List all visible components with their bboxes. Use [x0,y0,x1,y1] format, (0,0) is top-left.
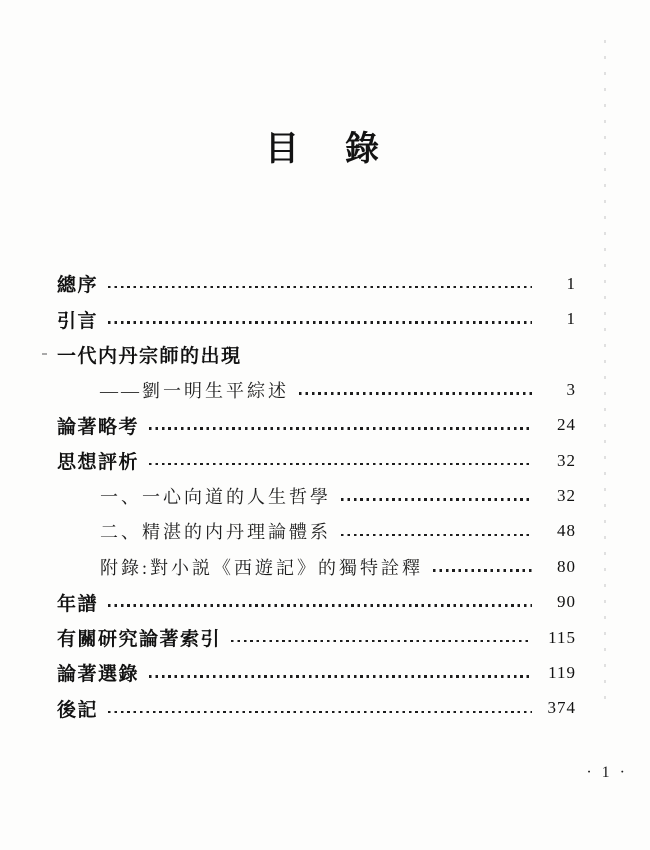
toc-entry-page: 48 [557,521,576,541]
dot-leader [341,498,532,501]
toc-entry [57,655,576,690]
toc-entry-page: 90 [557,592,576,612]
folio-page-number: · 1 · [586,764,628,781]
toc-entry-label: 思想評析 [57,452,140,474]
toc-entry-page: 24 [557,415,576,435]
toc-entry-label: 引言 [57,310,99,332]
dot-leader [108,711,532,714]
toc-entry [57,443,576,478]
toc-entry [57,372,576,407]
toc-entry-page: 374 [547,698,576,718]
dot-leader [341,534,532,537]
toc-entry [57,620,576,655]
toc-entry [57,301,576,336]
dot-leader [108,286,532,289]
dot-leader [433,569,532,572]
scan-edge-artifact [604,40,606,705]
toc-entry-page: 3 [566,379,576,399]
toc-entry-page: 32 [557,486,576,506]
page-title: 目 錄 [265,130,385,168]
toc-entry-page: 119 [548,662,576,682]
toc-entry-label: 附錄:對小説《西遊記》的獨特詮釋 [100,557,423,578]
dot-leader [149,675,532,678]
toc-entry-label: 論著略考 [57,416,140,438]
dot-leader [149,427,532,430]
toc-entry [57,478,576,513]
toc-entry-label: 後記 [57,699,99,721]
toc-entry-page: 1 [566,309,576,329]
toc-entry-label: 年譜 [57,593,99,615]
toc-entry [57,408,576,443]
toc-entry-label: 一、一心向道的人生哲學 [100,487,331,508]
toc-entry-label: 論著選錄 [57,664,140,686]
toc-entry-page: 1 [566,273,576,293]
toc-entry [57,585,576,620]
toc-entry-label: 總序 [57,275,99,297]
toc-entry-page: 32 [557,450,576,470]
toc-entry-label: 二、精湛的内丹理論體系 [100,522,331,543]
toc-entry [57,337,576,372]
toc-entry-label: ——劉一明生平綜述 [100,380,289,401]
toc-entry [57,514,576,549]
toc-entry [57,549,576,584]
toc-entry-page: 80 [557,556,576,576]
dot-leader [299,392,532,395]
dot-leader [108,321,532,324]
scan-speck [42,353,47,355]
toc-entry [57,266,576,301]
toc-entry [57,691,576,726]
dot-leader [231,640,532,643]
toc-entry-label: 有關研究論著索引 [57,629,222,651]
dot-leader [108,604,532,607]
dot-leader [149,463,532,466]
toc-list [57,266,576,726]
toc-entry-label: 一代内丹宗師的出現 [57,345,242,367]
toc-entry-page: 115 [548,627,576,647]
